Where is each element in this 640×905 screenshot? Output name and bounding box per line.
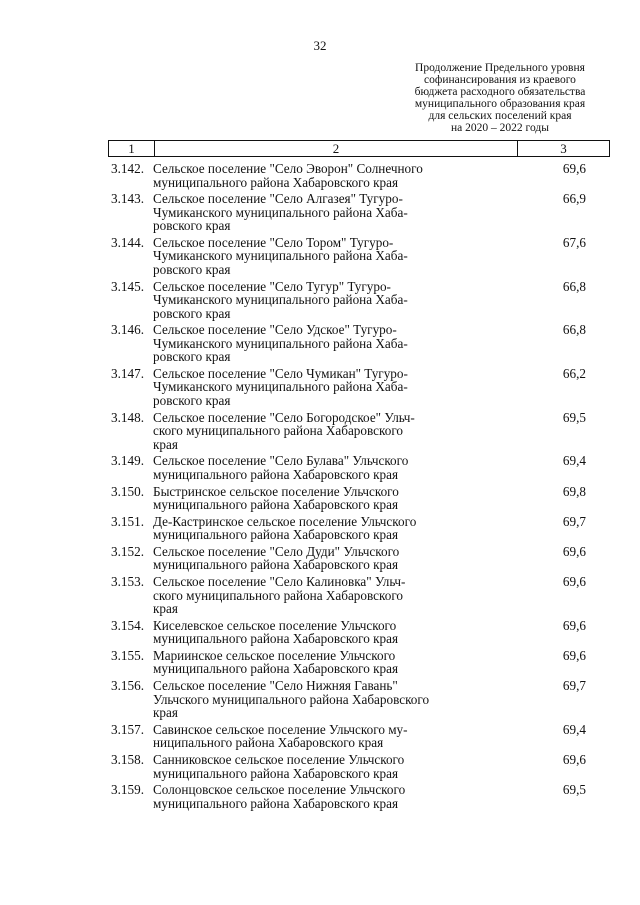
settlement-name [153, 649, 468, 676]
settlement-name [153, 192, 468, 233]
table-row [108, 783, 610, 810]
settlement-name [153, 783, 468, 810]
settlement-name-line: муниципального района Хабаровского края [153, 661, 399, 677]
settlement-name [153, 723, 468, 750]
settlement-name-line: Сельское поселение "Село Дуди" Ульчского [153, 543, 400, 559]
cofinancing-value: 69,7 [562, 513, 586, 529]
cofinancing-value: 69,6 [562, 543, 586, 559]
table-row [108, 192, 610, 233]
row-number: 3.144. [111, 234, 144, 250]
settlement-name [153, 575, 468, 616]
cofinancing-value: 69,6 [562, 161, 586, 176]
caption-line: софинансирования из краевого [424, 74, 576, 86]
caption-line: Продолжение Предельного уровня [415, 62, 585, 74]
cofinancing-value: 69,6 [562, 617, 586, 633]
column-header-number: 1 [109, 141, 155, 156]
cofinancing-value: 66,8 [562, 322, 586, 338]
row-number: 3.158. [111, 752, 144, 767]
cofinancing-value: 69,6 [562, 574, 586, 590]
settlement-name-line: края [153, 705, 178, 721]
settlement-name [153, 485, 468, 512]
settlement-name-line: Сельское поселение "Село Чумикан" Тугуро- [153, 365, 408, 381]
row-number: 3.143. [111, 191, 144, 207]
table-row [108, 575, 610, 616]
table-row [108, 236, 610, 277]
settlement-name-line: муниципального района Хабаровского края [153, 174, 399, 190]
table-row [108, 619, 610, 646]
table-row [108, 280, 610, 321]
row-number: 3.151. [111, 513, 144, 529]
settlement-name-line: Сельское поселение "Село Богородское" Ульч- [153, 409, 415, 425]
settlement-name-line: муниципального района Хабаровского края [153, 527, 399, 543]
settlement-name-line: Сельское поселение "Село Тугур" Тугуро- [153, 278, 391, 294]
cofinancing-value: 66,8 [562, 278, 586, 294]
table-row [108, 454, 610, 481]
table-row [108, 323, 610, 364]
settlement-name [153, 545, 468, 572]
settlement-name-line: Сельское поселение "Село Нижняя Гавань" [153, 678, 398, 694]
settlement-name-line: ровского края [153, 349, 231, 365]
column-header-value: 3 [560, 140, 567, 156]
page-number: 32 [313, 38, 327, 53]
row-number: 3.149. [111, 453, 144, 469]
settlement-name-line: муниципального района Хабаровского края [153, 466, 399, 482]
settlement-name-line: края [153, 436, 178, 452]
cofinancing-value: 66,2 [562, 365, 586, 381]
settlement-name-line: Чумиканского муниципального района Хаба- [153, 292, 408, 308]
cofinancing-value: 69,4 [562, 453, 586, 469]
settlement-name-line: Чумиканского муниципального района Хаба- [153, 248, 408, 264]
settlement-name-line: ровского края [153, 261, 231, 277]
settlement-name-line: Сельское поселение "Село Эворон" Солнечного [153, 161, 423, 176]
row-number: 3.153. [111, 574, 144, 590]
row-number: 3.146. [111, 322, 144, 338]
settlement-name-line: Санниковское сельское поселение Ульчского [153, 752, 405, 767]
settlement-name-line: муниципального района Хабаровского края [153, 497, 399, 512]
settlement-name [153, 323, 468, 364]
settlement-name [153, 411, 468, 452]
table-row [108, 753, 610, 780]
settlement-name-line: Киселевское сельское поселение Ульчского [153, 617, 397, 633]
row-number: 3.148. [111, 409, 144, 425]
settlement-name-line: Сельское поселение "Село Алгазея" Тугуро- [153, 191, 403, 207]
settlement-name-line: муниципального района Хабаровского края [153, 557, 399, 573]
caption-line: бюджета расходного обязательства [414, 86, 586, 98]
row-number: 3.159. [111, 782, 144, 798]
row-number: 3.142. [111, 161, 144, 176]
settlement-name-line: ниципального района Хабаровского края [153, 735, 384, 751]
table-body [108, 162, 610, 813]
row-number: 3.155. [111, 647, 144, 663]
table-row [108, 485, 610, 512]
settlement-name-line: Сельское поселение "Село Калиновка" Ульч- [153, 574, 406, 590]
table-caption [380, 62, 620, 134]
table-header-row [108, 140, 610, 157]
settlement-name-line: Мариинское сельское поселение Ульчского [153, 647, 396, 663]
table-row [108, 367, 610, 408]
row-number: 3.145. [111, 278, 144, 294]
settlement-name [153, 280, 468, 321]
settlement-name-line: ского муниципального района Хабаровского [153, 587, 404, 603]
table-row [108, 679, 610, 720]
settlement-name-line: муниципального района Хабаровского края [153, 795, 399, 811]
table-row [108, 723, 610, 750]
row-number: 3.147. [111, 365, 144, 381]
caption-line: для сельских поселений края [428, 110, 572, 122]
table-row [108, 411, 610, 452]
settlement-name-line: муниципального района Хабаровского края [153, 631, 399, 647]
settlement-name [153, 162, 468, 189]
table-row [108, 649, 610, 676]
row-number: 3.157. [111, 721, 144, 737]
settlement-name-line: Чумиканского муниципального района Хаба- [153, 379, 408, 395]
settlement-name-line: Быстринское сельское поселение Ульчского [153, 483, 399, 499]
cofinancing-value: 69,5 [562, 782, 586, 798]
settlement-name [153, 454, 468, 481]
settlement-name [153, 236, 468, 277]
settlement-name-line: ровского края [153, 392, 231, 408]
settlement-name-line: Чумиканского муниципального района Хаба- [153, 335, 408, 351]
column-header-name: 2 [155, 141, 518, 156]
settlement-name-line: Чумиканского муниципального района Хаба- [153, 204, 408, 220]
settlement-name-line: муниципального района Хабаровского края [153, 765, 399, 781]
row-number: 3.156. [111, 678, 144, 694]
settlement-name-line: ровского края [153, 218, 231, 234]
settlement-name-line: ского муниципального района Хабаровского [153, 423, 404, 439]
cofinancing-value: 69,4 [562, 721, 586, 737]
cofinancing-value: 66,9 [562, 191, 586, 207]
settlement-name-line: Ульчского муниципального района Хабаровского [153, 691, 430, 707]
table-row [108, 162, 610, 189]
caption-line: муниципального образования края [414, 98, 586, 110]
settlement-name-line: Де-Кастринское сельское поселение Ульчского [153, 513, 417, 529]
table-row [108, 545, 610, 572]
row-number: 3.154. [111, 617, 144, 633]
settlement-name-line: края [153, 601, 178, 617]
settlement-name-line: ровского края [153, 305, 231, 321]
settlement-name-line: Сельское поселение "Село Удское" Тугуро- [153, 322, 397, 338]
settlement-name [153, 619, 468, 646]
settlement-name-line: Сельское поселение "Село Тором" Тугуро- [153, 234, 394, 250]
caption-line: на 2020 – 2022 годы [451, 122, 549, 134]
settlement-name [153, 515, 468, 542]
cofinancing-value: 69,6 [562, 752, 586, 767]
table-row [108, 515, 610, 542]
cofinancing-value: 69,5 [562, 409, 586, 425]
row-number: 3.150. [111, 483, 144, 499]
settlement-name [153, 753, 468, 780]
settlement-name-line: Савинское сельское поселение Ульчского му- [153, 721, 408, 737]
settlement-name [153, 367, 468, 408]
cofinancing-value: 67,6 [562, 234, 586, 250]
cofinancing-value: 69,7 [562, 678, 586, 694]
settlement-name [153, 679, 468, 720]
cofinancing-value: 69,8 [562, 483, 586, 499]
cofinancing-value: 69,6 [562, 647, 586, 663]
row-number: 3.152. [111, 543, 144, 559]
settlement-name-line: Сельское поселение "Село Булава" Ульчского [153, 453, 409, 469]
settlement-name-line: Солонцовское сельское поселение Ульчского [153, 782, 406, 798]
